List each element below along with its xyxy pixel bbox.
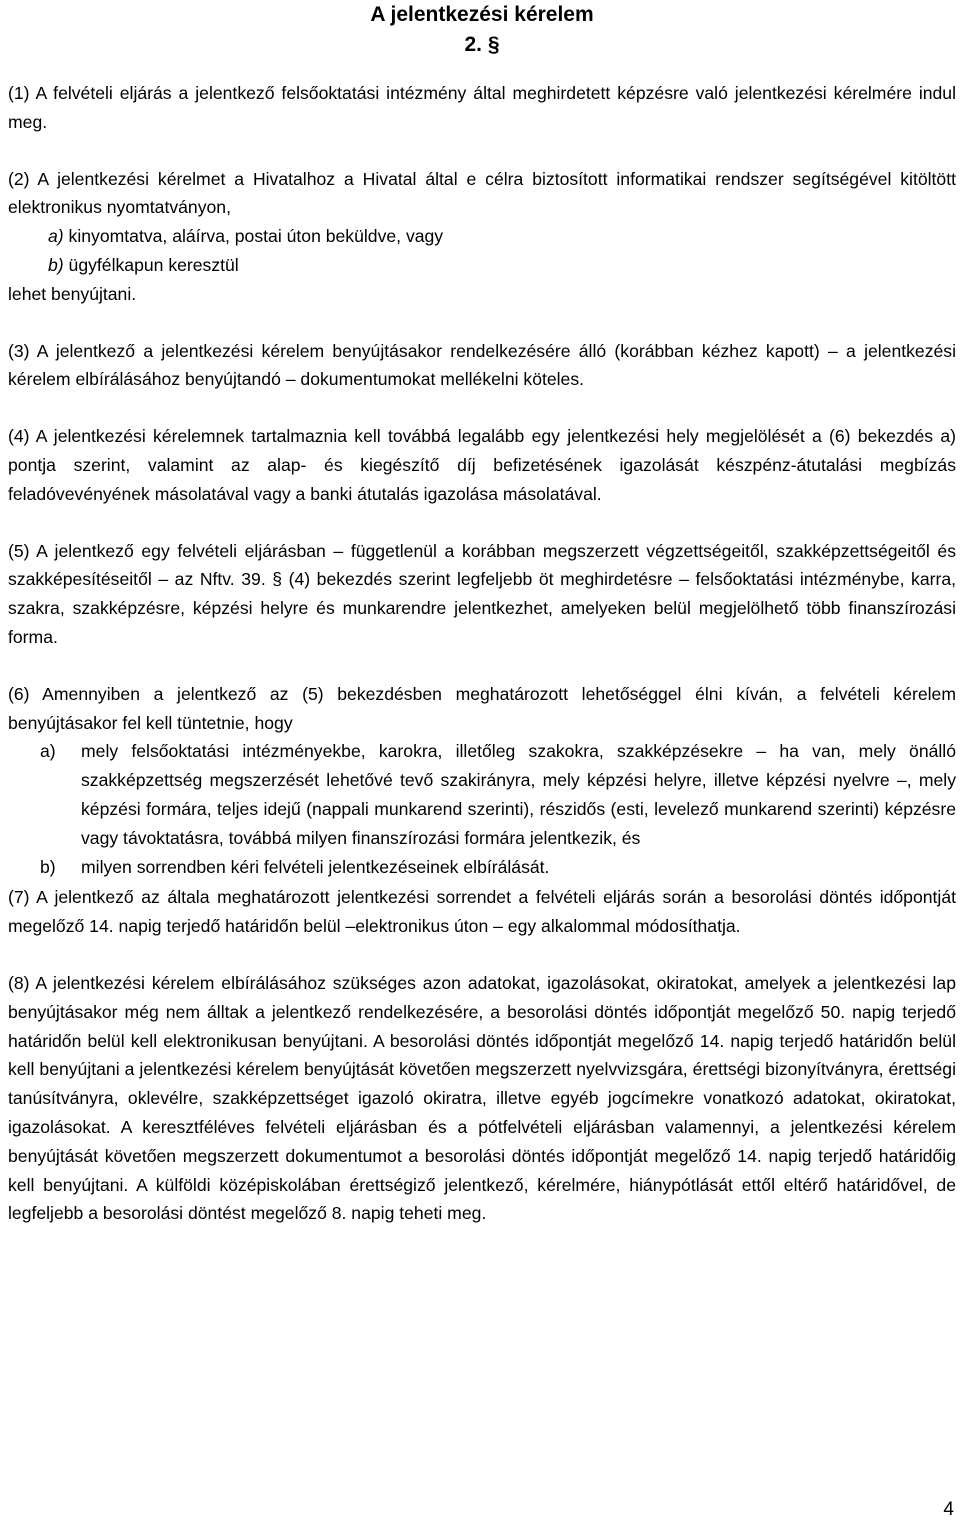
paragraph-5: (5) A jelentkező egy felvételi eljárásban – függetlenül a korábban megszerzett végzettségeitől, szakképzettségeitől és szakképesítéseitől – az Nftv. 39. § (4) bekezdés szerint legfeljebb öt meghirdetésre – felsőoktatási intézménybe, karra, szakra, szakképzésre, képzési helyre és munkarendre jelentkezhet, amelyeken belül megjelölhető több finanszírozási forma. (8, 540, 956, 647)
paragraph-2-point-b (8, 251, 956, 280)
point-text: milyen sorrendben kéri felvételi jelentkezéseinek elbírálását. (81, 856, 550, 877)
paragraph-6-point-b (8, 853, 956, 882)
point-label: a) (40, 741, 56, 762)
document-page (8, 0, 956, 1228)
paragraph-6-intro: (6) Amennyiben a jelentkező az (5) bekezdésben meghatározott lehetőséggel élni kíván, a felvételi kérelem benyújtásakor fel kell tüntetnie, hogy (8, 683, 956, 733)
paragraph-4: (4) A jelentkezési kérelemnek tartalmaznia kell továbbá legalább egy jelentkezési hely megjelölését a (6) bekezdés a) pontja szerint, valamint az alap- és kiegészítő díj befizetésének igazolását készpénz-átutalási megbízás feladóvevényének másolatával vagy a banki átutalás igazolása másolatával. (8, 426, 956, 504)
document-title: A jelentkezési kérelem (370, 3, 594, 26)
paragraph-3: (3) A jelentkező a jelentkezési kérelem benyújtásakor rendelkezésére álló (korábban kézhez kapott) – a jelentkezési kérelem elbírálásához benyújtandó – dokumentumokat mellékelni köteles. (8, 340, 956, 390)
point-label: b) (40, 856, 56, 877)
page-number: 4 (943, 1499, 954, 1520)
paragraph-8: (8) A jelentkezési kérelem elbírálásához szükséges azon adatokat, igazolásokat, okiratokat, amelyek a jelentkezési lap benyújtásakor még nem álltak a jelentkező rendelkezésére, a besorolási döntés időpontját megelőző 50. napig terjedő határidőn belül kell elektronikusan benyújtani. A besorolási döntés időpontját megelőző 14. napig terjedő határidőn belül kell benyújtani a jelentkezési kérelem benyújtását követően megszerzett nyelvvizsgára, érettségi bizonyítványra, érettségi tanúsítványra, oklevélre, szakképzettséget igazoló okiratra, illetve egyéb jogcímekre vonatkozó adatokat, okiratokat, igazolásokat. A keresztféléves felvételi eljárásban és a pótfelvételi eljárásban valamennyi, a jelentkezési kérelem benyújtását követően megszerzett dokumentumot a besorolási döntés időpontját megelőző 14. napig terjedő határidőig kell benyújtani. A külföldi középiskolában érettségiző jelentkező, kérelmére, hiánypótlását ettől eltérő határidővel, de legfeljebb a besorolási döntést megelőző 8. napig teheti meg. (8, 972, 956, 1224)
paragraph-6-point-a (8, 737, 956, 852)
point-text: ügyfélkapun keresztül (63, 254, 239, 275)
paragraph-2-end: lehet benyújtani. (8, 283, 137, 304)
paragraph-1: (1) A felvételi eljárás a jelentkező felsőoktatási intézmény által meghirdetett képzésre való jelentkezési kérelmére indul meg. (8, 83, 956, 132)
point-label: b) (48, 254, 64, 275)
point-text: kinyomtatva, aláírva, postai úton beküldve, vagy (63, 226, 444, 247)
section-heading: 2. § (464, 33, 500, 56)
paragraph-7: (7) A jelentkező az általa meghatározott jelentkezési sorrendet a felvételi eljárás során a besorolási döntés időpontját megelőző 14. napig terjedő határidőn belül –elektronikus úton – egy alkalommal módosíthatja. (8, 887, 956, 937)
paragraph-2-point-a (8, 222, 956, 251)
point-label: a) (48, 226, 64, 247)
point-text: mely felsőoktatási intézményekbe, karokra, illetőleg szakokra, szakképzésekre – ha van, mely önálló szakképzettség megszerzését lehetővé tevő szakirányra, mely képzési helyre, illetve képzési nyelvre –, mely képzési formára, teljes idejű (nappali munkarend szerinti), részidős (esti, levelező munkarend szerinti) képzésre vagy távoktatásra, továbbá milyen finanszírozási formára jelentkezik, és (81, 741, 956, 848)
paragraph-2-intro: (2) A jelentkezési kérelmet a Hivatalhoz a Hivatal által e célra biztosított informatikai rendszer segítségével kitöltött elektronikus nyomtatványon, (8, 168, 956, 218)
